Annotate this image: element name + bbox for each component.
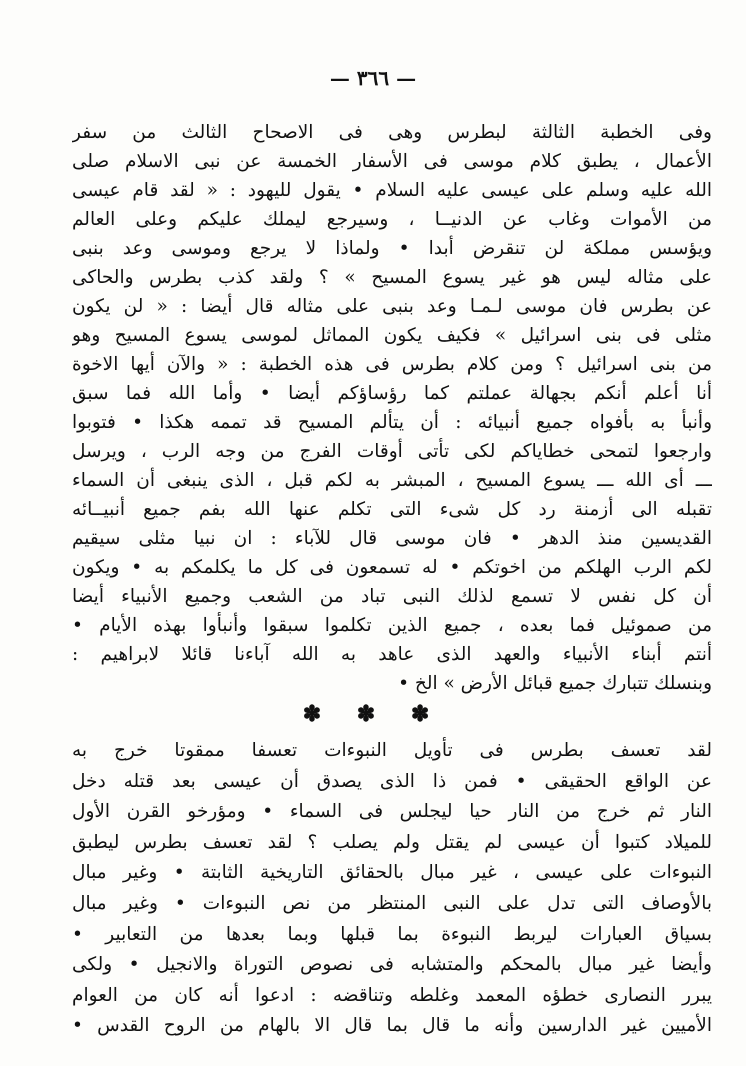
page-number: — ٣٦٦ — bbox=[329, 66, 417, 90]
text-line: لقد تعسف بطرس فى تأويل النبوءات تعسفا ممقوتا خرج به bbox=[72, 740, 712, 761]
text-line: من بنى اسرائيل ؟ ومن كلام بطرس فى هذه الخطبة : « والآن أيها الاخوة bbox=[72, 354, 712, 375]
text-line: من الأموات وغاب عن الدنيــا ، وسيرجع ليملك عليكم وعلى العالم bbox=[72, 209, 712, 230]
text-line: تقبله الى أزمنة رد كل شىء التى تكلم عنها الله بفم جميع أنبيــائه bbox=[72, 499, 712, 520]
text-line: أنتم أبناء الأنبياء والعهد الذى عاهد به الله آباءنا قائلا لابراهيم : bbox=[72, 644, 712, 665]
text-line: النار ثم خرج من النار حيا ليجلس فى السماء • ومؤرخو القرن الأول bbox=[72, 801, 712, 823]
text-line: يبرر النصارى خطؤه المعمد وغلطه وتناقضه : ادعوا أنه كان من العوام bbox=[72, 984, 712, 1006]
text-line: النبوءات على عيسى ، غير مبال بالحقائق التاريخية الثابتة • وغير مبال bbox=[72, 862, 712, 884]
text-line: وأيضا غير مبال بالمحكم والمتشابه فى نصوص التوراة والانجيل • ولكى bbox=[72, 954, 712, 976]
text-line: الله عليه وسلم على عيسى عليه السلام • يقول لليهود : « لقد قام عيسى bbox=[72, 180, 712, 201]
text-line: القديسين منذ الدهر • فان موسى قال للآباء : ان نبيا مثلى سيقيم bbox=[72, 528, 712, 549]
text-line: أن كل نفس لا تسمع لذلك النبى تباد من الشعب وجميع الأنبياء أيضا bbox=[72, 586, 712, 607]
text-line: بالأوصاف التى تدل على النبى المنتظر من نص النبوءات • وغير مبال bbox=[72, 892, 712, 914]
text-line: أنا أعلم أنكم بجهالة عملتم كما رؤساؤكم أيضا • وأما الله فما سبق bbox=[72, 383, 712, 404]
text-line: عن بطرس فان موسى لـمـا وعد بنبى على مثاله قال أيضا : « لن يكون bbox=[72, 296, 712, 317]
text-line: وبنسلك تتبارك جميع قبائل الأرض » الخ • bbox=[398, 673, 712, 694]
text-line: وفى الخطبة الثالثة لبطرس وهى فى الاصحاح الثالث من سفر bbox=[72, 122, 712, 143]
text-line: الأميين غير الدارسين وأنه ما قال بما قال الا بالهام من الروح القدس • bbox=[72, 1015, 712, 1037]
text-line: على مثاله ليس هو غير يسوع المسيح » ؟ ولقد كذب بطرس والحاكى bbox=[72, 267, 712, 288]
section-separator: ✽ ✽ ✽ bbox=[302, 701, 444, 727]
text-line: وأنبأ به بأفواه جميع أنبيائه : أن يتألم المسيح قد تممه هكذا • فتوبوا bbox=[72, 412, 712, 433]
text-line: ويؤسس مملكة لن تنقرض أبدا • ولماذا لا يرجع وموسى وعد بنبى bbox=[72, 238, 712, 259]
text-line: وارجعوا لتمحى خطاياكم لكى تأتى أوقات الفرج من وجه الرب ، ويرسل bbox=[72, 441, 712, 462]
text-line: ـــ أى الله ـــ يسوع المسيح ، المبشر به لكم قبل ، الذى ينبغى أن السماء bbox=[72, 470, 712, 491]
text-line: للميلاد كتبوا أن عيسى لم يقتل ولم يصلب ؟ لقد تعسف بطرس ليطبق bbox=[72, 831, 712, 853]
text-line: عن الواقع الحقيقى • فمن ذا الذى يصدق أن عيسى بعد قتله دخل bbox=[72, 770, 712, 792]
paragraph-peter-third-sermon bbox=[72, 118, 712, 698]
text-line: الأعمال ، يطبق كلام موسى فى الأسفار الخمسة عن نبى الاسلام صلى bbox=[72, 151, 712, 172]
paragraph-peter-interpretation bbox=[72, 736, 712, 1042]
text-line: بسياق العبارات ليربط النبوءة بما قبلها وبما بعدها من التعابير • bbox=[72, 923, 712, 945]
text-line: مثلى فى بنى اسرائيل » فكيف يكون المماثل لموسى يسوع المسيح وهو bbox=[72, 325, 712, 346]
text-line: من صموئيل فما بعده ، جميع الذين تكلموا سبقوا وأنبأوا بهذه الأيام • bbox=[72, 615, 712, 636]
text-line: لكم الرب الهلكم من اخوتكم • له تسمعون فى كل ما يكلمكم به • ويكون bbox=[72, 557, 712, 578]
